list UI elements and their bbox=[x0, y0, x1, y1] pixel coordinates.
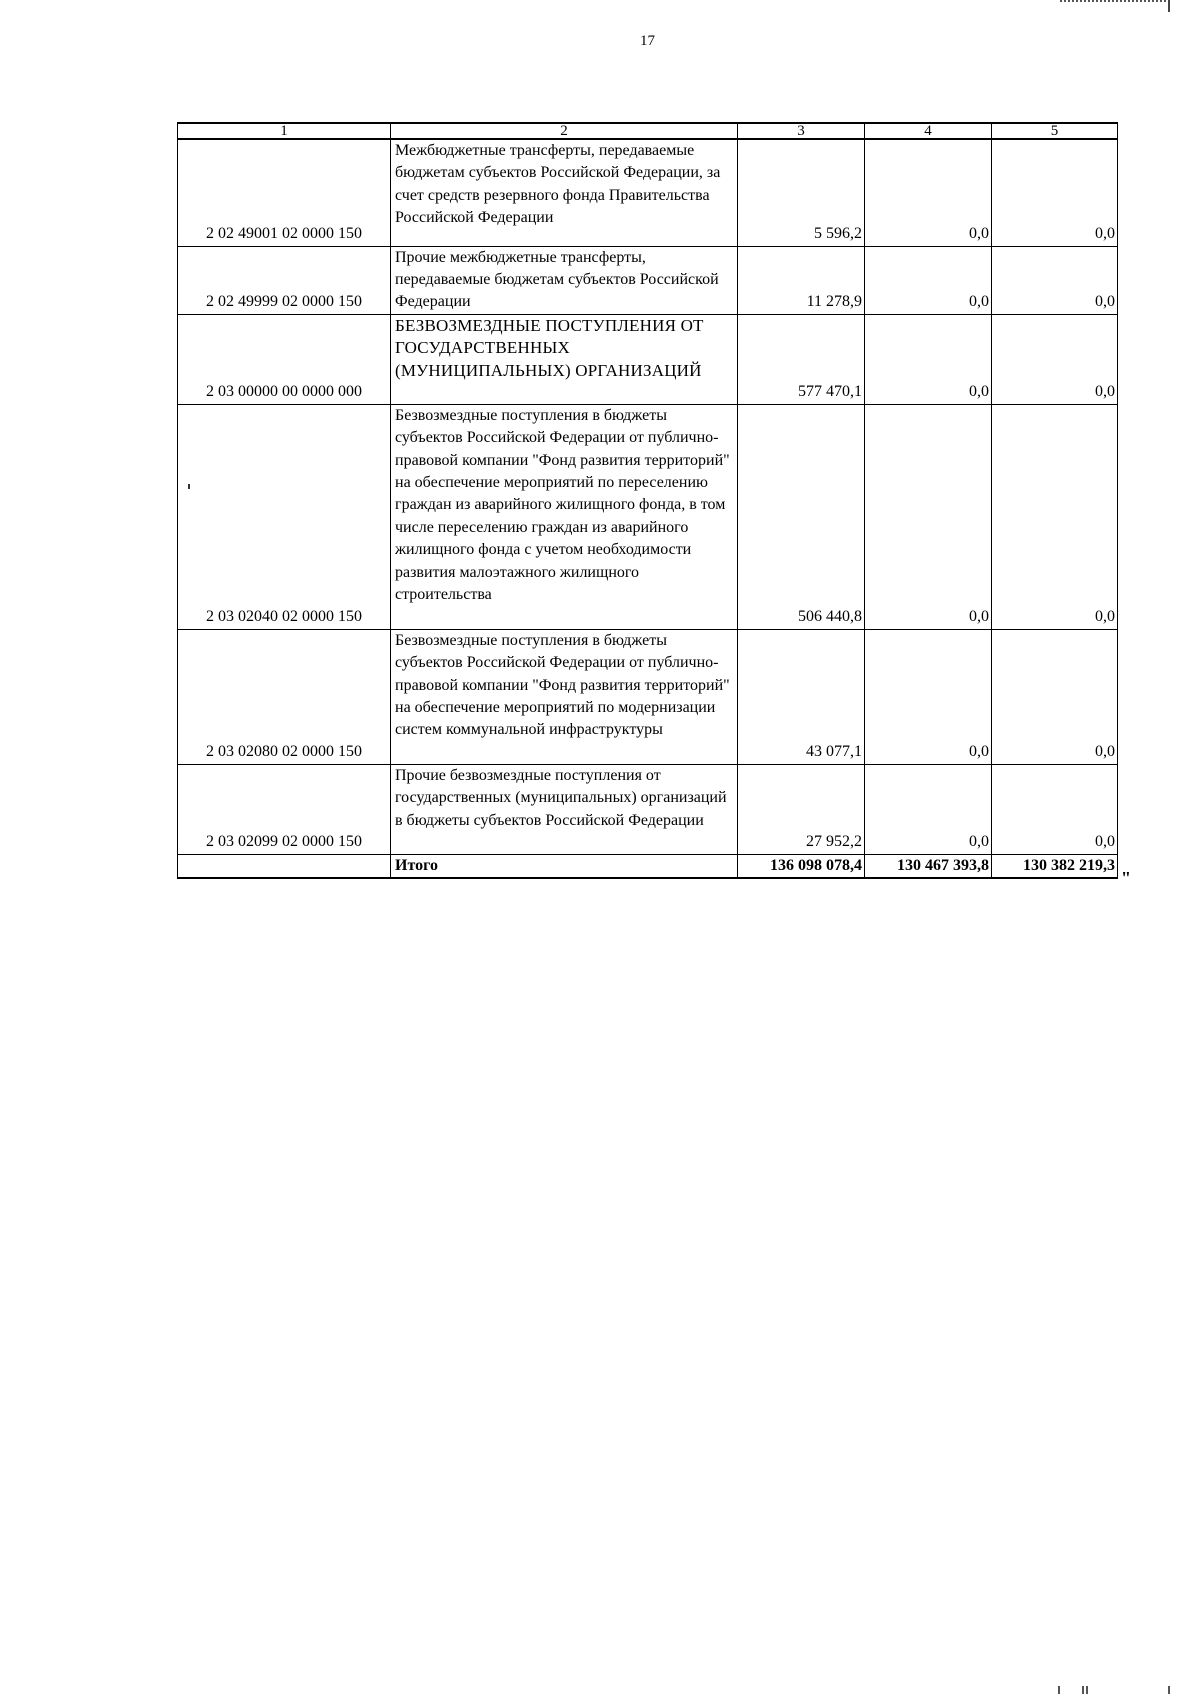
row-code: 2 02 49001 02 0000 150 bbox=[178, 139, 391, 246]
total-amount-4: 130 467 393,8 bbox=[865, 854, 992, 878]
row-amount-5: 0,0 bbox=[992, 246, 1118, 314]
table-row bbox=[178, 246, 1118, 314]
page-number: 17 bbox=[640, 33, 655, 49]
column-header-name: 2 bbox=[391, 123, 738, 139]
row-amount-4: 0,0 bbox=[865, 404, 992, 629]
row-amount-5: 0,0 bbox=[992, 629, 1118, 764]
row-amount-5: 0,0 bbox=[992, 764, 1118, 854]
row-name: БЕЗВОЗМЕЗДНЫЕ ПОСТУПЛЕНИЯ ОТ ГОСУДАРСТВЕННЫХ (МУНИЦИПАЛЬНЫХ) ОРГАНИЗАЦИЙ bbox=[391, 314, 738, 404]
scan-edge-tick-top bbox=[1168, 0, 1170, 12]
row-amount-5: 0,0 bbox=[992, 314, 1118, 404]
total-label: Итого bbox=[391, 854, 738, 878]
row-name: Безвозмездные поступления в бюджеты субъектов Российской Федерации от публично-правовой компании "Фонд развития территорий" на обеспечение мероприятий по переселению граждан из аварийного жилищного фонда, в том числе переселению граждан из аварийного жилищного фонда с учетом необходимости развития малоэтажного жилищного строительства bbox=[391, 404, 738, 629]
column-header-amount-5: 5 bbox=[992, 123, 1118, 139]
row-code: 2 03 02080 02 0000 150 bbox=[178, 629, 391, 764]
row-name: Прочие межбюджетные трансферты, передаваемые бюджетам субъектов Российской Федерации bbox=[391, 246, 738, 314]
table-row bbox=[178, 314, 1118, 404]
table-row bbox=[178, 404, 1118, 629]
total-row bbox=[178, 854, 1118, 878]
row-code: 2 02 49999 02 0000 150 bbox=[178, 246, 391, 314]
row-amount-3: 5 596,2 bbox=[738, 139, 865, 246]
total-code-cell bbox=[178, 854, 391, 878]
column-header-amount-3: 3 bbox=[738, 123, 865, 139]
table-header-row bbox=[178, 123, 1118, 139]
row-name: Межбюджетные трансферты, передаваемые бюджетам субъектов Российской Федерации, за счет средств резервного фонда Правительства Российской Федерации bbox=[391, 139, 738, 246]
column-header-amount-4: 4 bbox=[865, 123, 992, 139]
row-code: 2 03 02099 02 0000 150 bbox=[178, 764, 391, 854]
scan-edge-mark-top bbox=[1060, 0, 1170, 6]
row-amount-3: 11 278,9 bbox=[738, 246, 865, 314]
row-amount-3: 27 952,2 bbox=[738, 764, 865, 854]
row-amount-5: 0,0 bbox=[992, 139, 1118, 246]
row-amount-4: 0,0 bbox=[865, 246, 992, 314]
table-row bbox=[178, 764, 1118, 854]
row-amount-5: 0,0 bbox=[992, 404, 1118, 629]
row-amount-3: 506 440,8 bbox=[738, 404, 865, 629]
row-amount-4: 0,0 bbox=[865, 764, 992, 854]
budget-revenue-table bbox=[177, 122, 1118, 879]
row-code: 2 03 00000 00 0000 000 bbox=[178, 314, 391, 404]
row-amount-3: 577 470,1 bbox=[738, 314, 865, 404]
row-name: Безвозмездные поступления в бюджеты субъектов Российской Федерации от публично-правовой компании "Фонд развития территорий" на обеспечение мероприятий по модернизации систем коммунальной инфраструктуры bbox=[391, 629, 738, 764]
row-amount-4: 0,0 bbox=[865, 139, 992, 246]
total-amount-3: 136 098 078,4 bbox=[738, 854, 865, 878]
closing-quote-mark: " bbox=[1121, 868, 1131, 888]
table-row bbox=[178, 629, 1118, 764]
column-header-code: 1 bbox=[178, 123, 391, 139]
row-amount-3: 43 077,1 bbox=[738, 629, 865, 764]
table-row bbox=[178, 139, 1118, 246]
row-code: 2 03 02040 02 0000 150 bbox=[178, 404, 391, 629]
row-amount-4: 0,0 bbox=[865, 629, 992, 764]
row-amount-4: 0,0 bbox=[865, 314, 992, 404]
row-name: Прочие безвозмездные поступления от государственных (муниципальных) организаций в бюджеты субъектов Российской Федерации bbox=[391, 764, 738, 854]
scan-edge-mark-bottom bbox=[1050, 1686, 1180, 1694]
total-amount-5: 130 382 219,3 bbox=[992, 854, 1118, 878]
